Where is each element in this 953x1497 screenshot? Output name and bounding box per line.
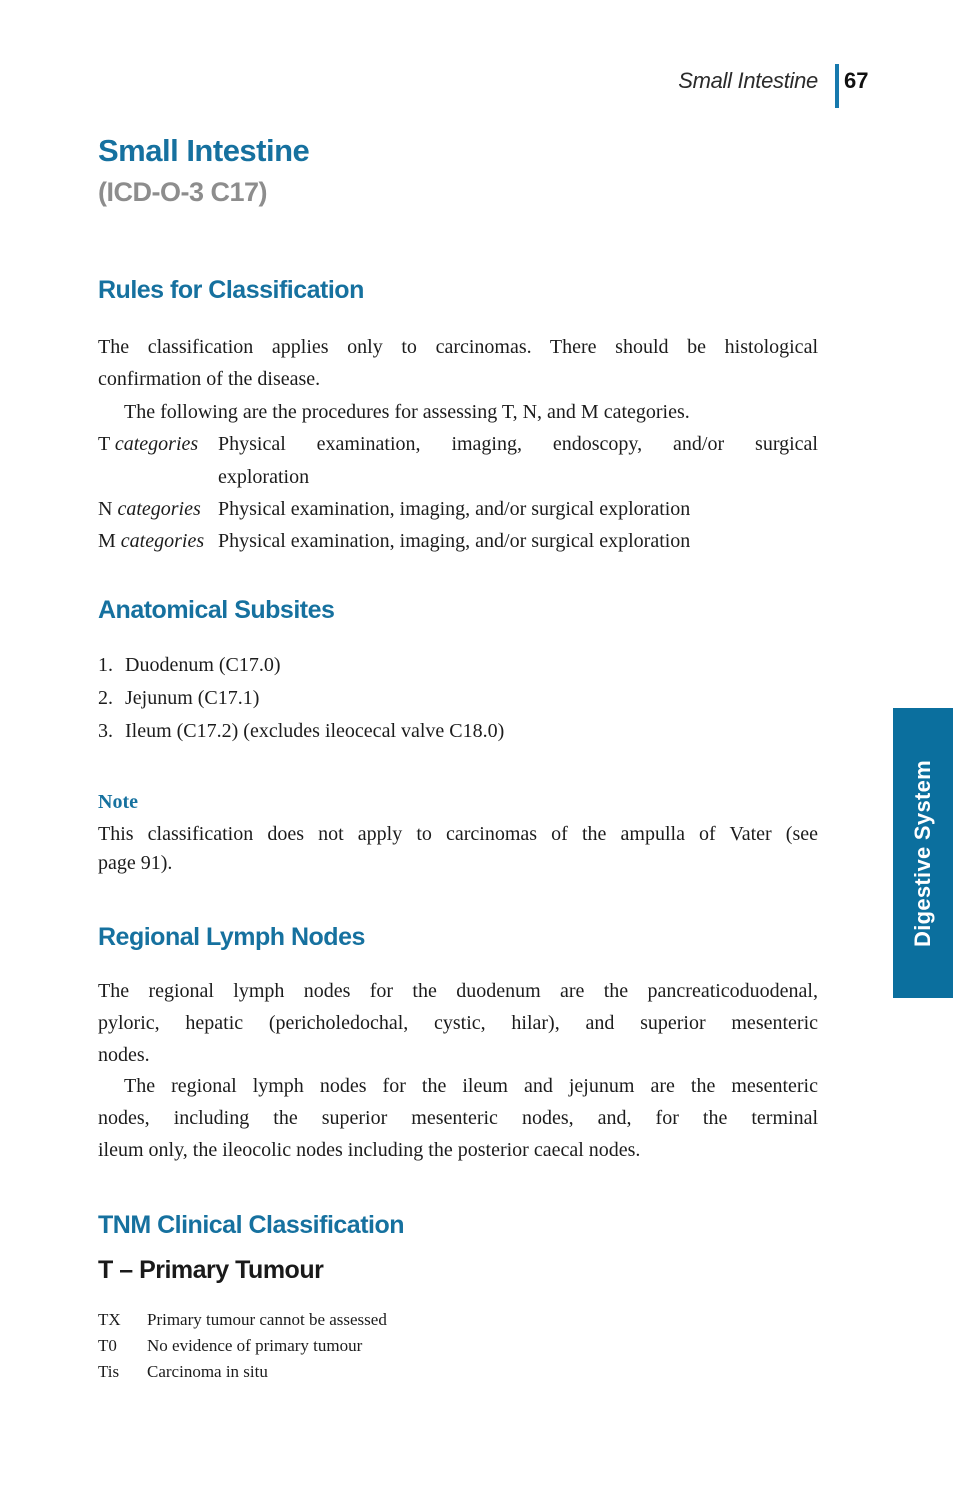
list-number: 3. bbox=[98, 720, 113, 742]
rules-body bbox=[98, 331, 818, 558]
note-body bbox=[98, 820, 818, 878]
list-number: 2. bbox=[98, 687, 113, 709]
chapter-title: Small Intestine bbox=[98, 133, 310, 168]
text-line: This classification does not apply to carcinomas of the ampulla of Vater (see bbox=[98, 823, 818, 845]
text-line: Physical examination, imaging, and/or surgical exploration bbox=[218, 498, 691, 521]
category-key: N bbox=[98, 498, 113, 521]
category-key: T bbox=[98, 433, 110, 456]
rules-heading: Rules for Classification bbox=[98, 276, 364, 304]
list-text: Ileum (C17.2) (excludes ileocecal valve C18.0) bbox=[125, 720, 505, 742]
text-line: exploration bbox=[218, 465, 310, 488]
list-item bbox=[98, 715, 818, 748]
anatomical-list bbox=[98, 649, 818, 748]
text-line: pyloric, hepatic (pericholedochal, cystic, hilar), and superior mesenteric bbox=[98, 1011, 818, 1034]
category-description bbox=[218, 493, 818, 525]
tnm-heading: TNM Clinical Classification bbox=[98, 1211, 405, 1239]
page-number: 67 bbox=[844, 68, 869, 93]
chapter-side-tab bbox=[893, 708, 953, 998]
category-label bbox=[98, 428, 218, 493]
tnm-row bbox=[98, 1307, 818, 1333]
text-line: The regional lymph nodes for the ileum and jejunum are the mesenteric bbox=[124, 1075, 818, 1098]
text-line: nodes. bbox=[98, 1043, 150, 1066]
tnm-code: TX bbox=[98, 1310, 121, 1329]
text-line: page 91). bbox=[98, 852, 173, 874]
text-line: ileum only, the ileocolic nodes including the posterior caecal nodes. bbox=[98, 1138, 641, 1161]
list-text: Duodenum (C17.0) bbox=[125, 654, 281, 676]
category-description bbox=[218, 428, 818, 493]
text-line: nodes, including the superior mesenteric nodes, and, for the terminal bbox=[98, 1107, 818, 1130]
chapter-icd-code: (ICD-O-3 C17) bbox=[98, 177, 268, 207]
text-line: Physical examination, imaging, endoscopy, and/or surgical bbox=[218, 433, 818, 456]
running-header-title: Small Intestine bbox=[678, 68, 818, 93]
category-label bbox=[98, 525, 218, 557]
tnm-description: Primary tumour cannot be assessed bbox=[147, 1310, 387, 1329]
tnm-code: Tis bbox=[98, 1362, 120, 1381]
regional-heading: Regional Lymph Nodes bbox=[98, 923, 365, 951]
list-text: Jejunum (C17.1) bbox=[125, 687, 260, 709]
tnm-row bbox=[98, 1333, 818, 1359]
list-item bbox=[98, 682, 818, 715]
category-label bbox=[98, 493, 218, 525]
tnm-code: T0 bbox=[98, 1336, 117, 1355]
category-key: M bbox=[98, 530, 116, 553]
tnm-row bbox=[98, 1359, 818, 1385]
text-line: The regional lymph nodes for the duodenum are the pancreaticoduodenal, bbox=[98, 980, 818, 1002]
category-word: categories bbox=[114, 433, 199, 456]
category-word: categories bbox=[117, 498, 201, 521]
tnm-description: No evidence of primary tumour bbox=[147, 1336, 363, 1355]
category-row-m bbox=[98, 525, 818, 557]
text-line: The classification applies only to carcinomas. There should be histological bbox=[98, 336, 818, 358]
category-word: categories bbox=[120, 530, 205, 553]
text-line: confirmation of the disease. bbox=[98, 368, 321, 391]
category-description bbox=[218, 525, 818, 557]
side-tab-label: Digestive System bbox=[910, 759, 935, 947]
list-item bbox=[98, 649, 818, 682]
note-heading: Note bbox=[98, 791, 138, 813]
text-line: The following are the procedures for assessing T, N, and M categories. bbox=[124, 400, 690, 423]
tnm-rows bbox=[98, 1307, 818, 1385]
tnm-subheading: T – Primary Tumour bbox=[98, 1256, 324, 1284]
running-header-divider bbox=[835, 64, 839, 108]
list-number: 1. bbox=[98, 654, 113, 676]
category-row-t bbox=[98, 428, 818, 493]
category-row-n bbox=[98, 493, 818, 525]
text-line: Physical examination, imaging, and/or surgical exploration bbox=[218, 530, 691, 553]
tnm-description: Carcinoma in situ bbox=[147, 1362, 268, 1381]
anatomical-heading: Anatomical Subsites bbox=[98, 596, 335, 624]
regional-body bbox=[98, 976, 818, 1167]
